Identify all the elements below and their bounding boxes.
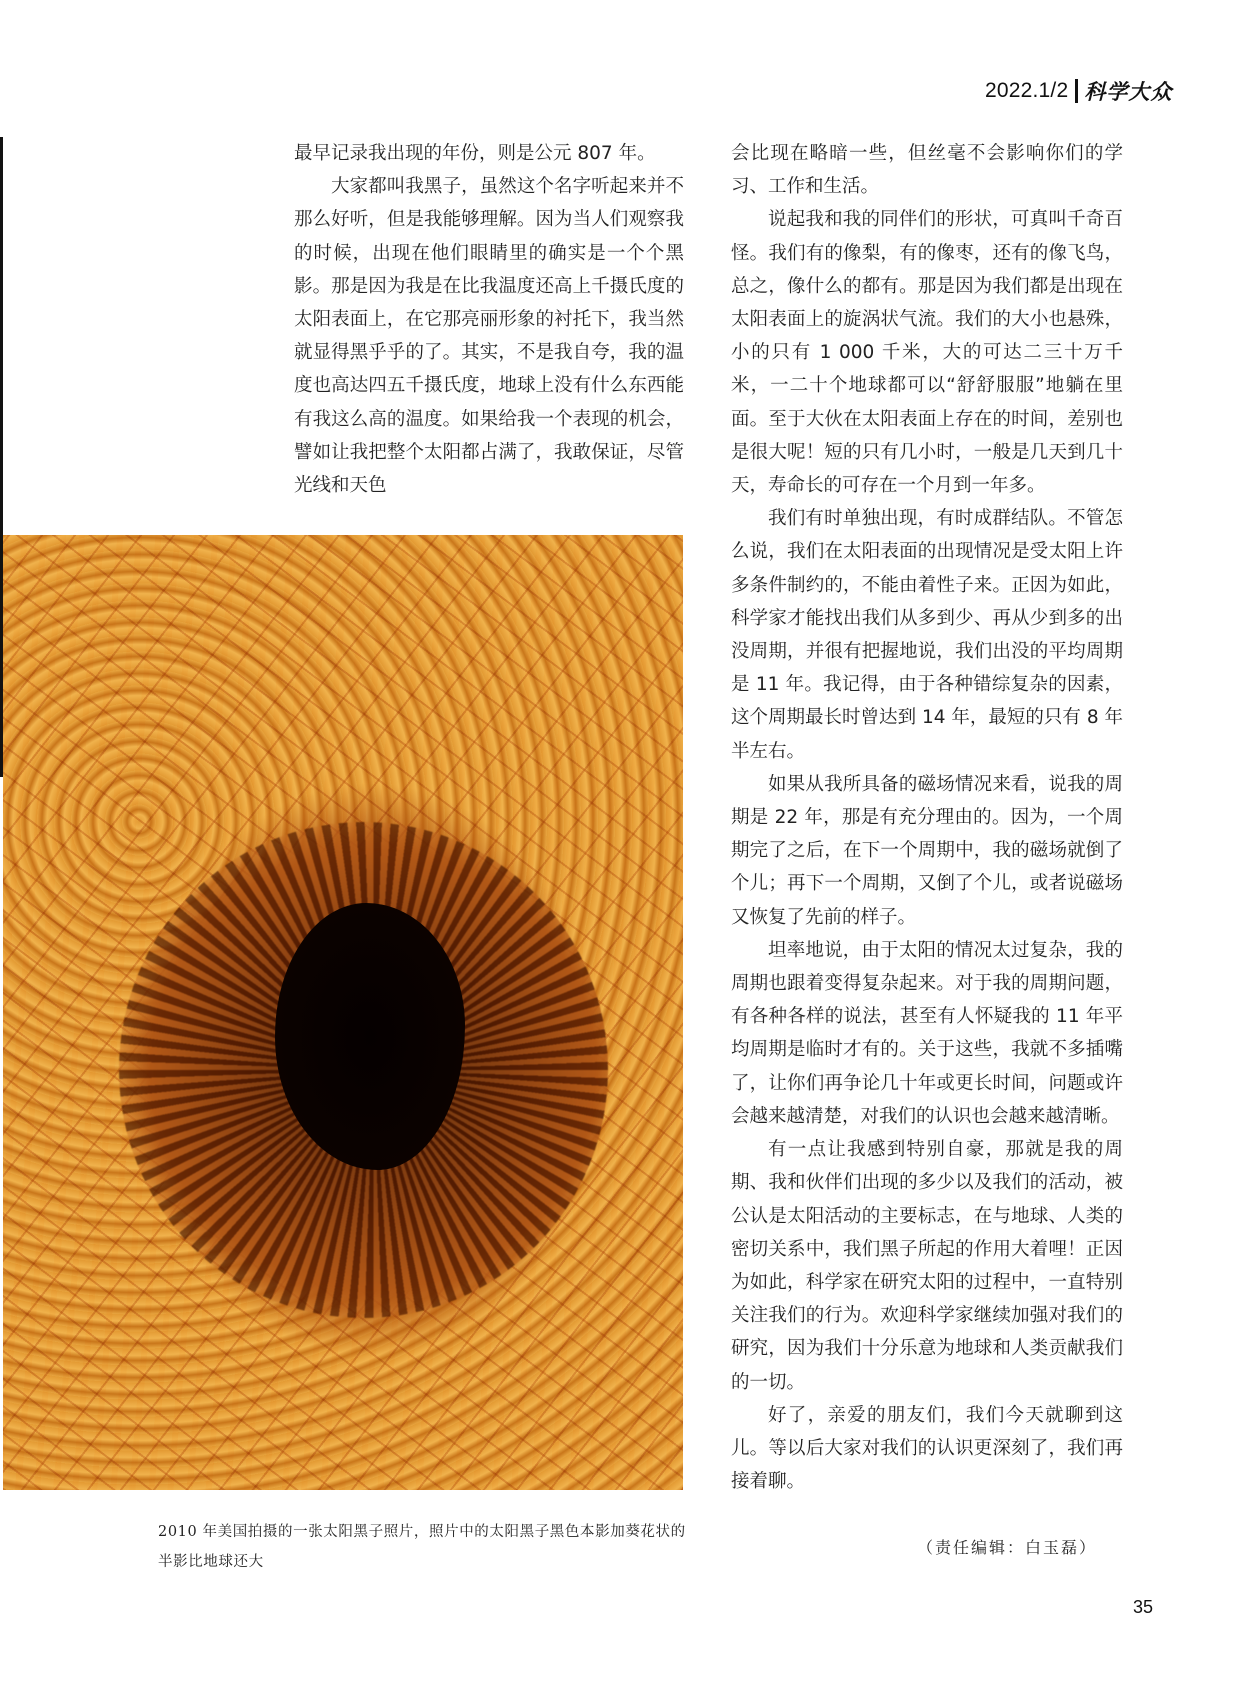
paragraph: 我们有时单独出现，有时成群结队。不管怎么说，我们在太阳表面的出现情况是受太阳上许多条件制约的，不能由着性子来。正因为如此，科学家才能找出我们从多到少、再从少到多的出没周期，并很有把握地说，我们出没的平均周期是 11 年。我记得，由于各种错综复杂的因素，这个周期最长时曾达到 14 年，最短的只有 8 年半左右。 [731,508,1123,762]
paragraph: 说起我和我的同伴们的形状，可真叫千奇百怪。我们有的像梨，有的像枣，还有的像飞鸟，总之，像什么的都有。那是因为我们都是出现在太阳表面上的旋涡状气流。我们的大小也悬殊，小的只有 1 000 千米，大的可达二三十万千米，一二十个地球都可以“舒舒服服”地躺在里面。至于大伙在太阳表面上存在的时间，差别也是很大呢！短的只有几小时，一般是几天到几十天，寿命长的可存在一个月到一年多。 [731,209,1123,497]
issue-number: 2022.1/2 [985,79,1069,102]
paragraph: 有一点让我感到特别自豪，那就是我的周期、我和伙伴们出现的多少以及我们的活动，被公认是太阳活动的主要标志，在与地球、人类的密切关系中，我们黑子所起的作用大着哩！正因为如此，科学家在研究太阳的过程中，一直特别关注我们的行为。欢迎科学家继续加强对我们的研究，因为我们十分乐意为地球和人类贡献我们的一切。 [731,1139,1123,1393]
editor-credit: （责任编辑：白玉磊） [917,1538,1098,1557]
left-column [294,137,684,502]
paragraph: 好了，亲爱的朋友们，我们今天就聊到这儿。等以后大家对我们的认识更深刻了，我们再接着聊。 [731,1404,1123,1493]
sunspot-umbra [275,903,465,1170]
figure-caption: 2010 年美国拍摄的一张太阳黑子照片，照片中的太阳黑子黑色本影加葵花状的半影比地球还大 [158,1524,686,1570]
paragraph: 坦率地说，由于太阳的情况太过复杂，我的周期也跟着变得复杂起来。对于我的周期问题，有各种各样的说法，甚至有人怀疑我的 11 年平均周期是临时才有的。关于这些，我就不多插嘴了，让你们再争论几十年或更长时间，问题或许会越来越清楚，对我们的认识也会越来越清晰。 [731,939,1123,1127]
paragraph: 会比现在略暗一些，但丝毫不会影响你们的学习、工作和生活。 [731,143,1123,198]
paragraph: 如果从我所具备的磁场情况来看，说我的周期是 22 年，那是有充分理由的。因为，一个周期完了之后，在下一个周期中，我的磁场就倒了个儿；再下一个周期，又倒了个儿，或者说磁场又恢复了先前的样子。 [731,773,1123,928]
page-number: 35 [1133,1597,1154,1617]
running-header [985,74,1172,108]
right-column [731,137,1123,1498]
magazine-logo: 科学大众 [1084,79,1173,104]
paragraph: 大家都叫我黑子，虽然这个名字听起来并不那么好听，但是我能够理解。因为当人们观察我的时候，出现在他们眼睛里的确实是一个个黑影。那是因为我是在比我温度还高上千摄氏度的太阳表面上，在它那亮丽形象的衬托下，我当然就显得黑乎乎的了。其实，不是我自夸，我的温度也高达四五千摄氏度，地球上没有什么东西能有我这么高的温度。如果给我一个表现的机会，譬如让我把整个太阳都占满了，我敢保证，尽管光线和天色 [294,176,684,497]
header-divider [1075,79,1078,103]
sunspot-photo [3,535,683,1490]
paragraph: 最早记录我出现的年份，则是公元 807 年。 [294,143,656,164]
